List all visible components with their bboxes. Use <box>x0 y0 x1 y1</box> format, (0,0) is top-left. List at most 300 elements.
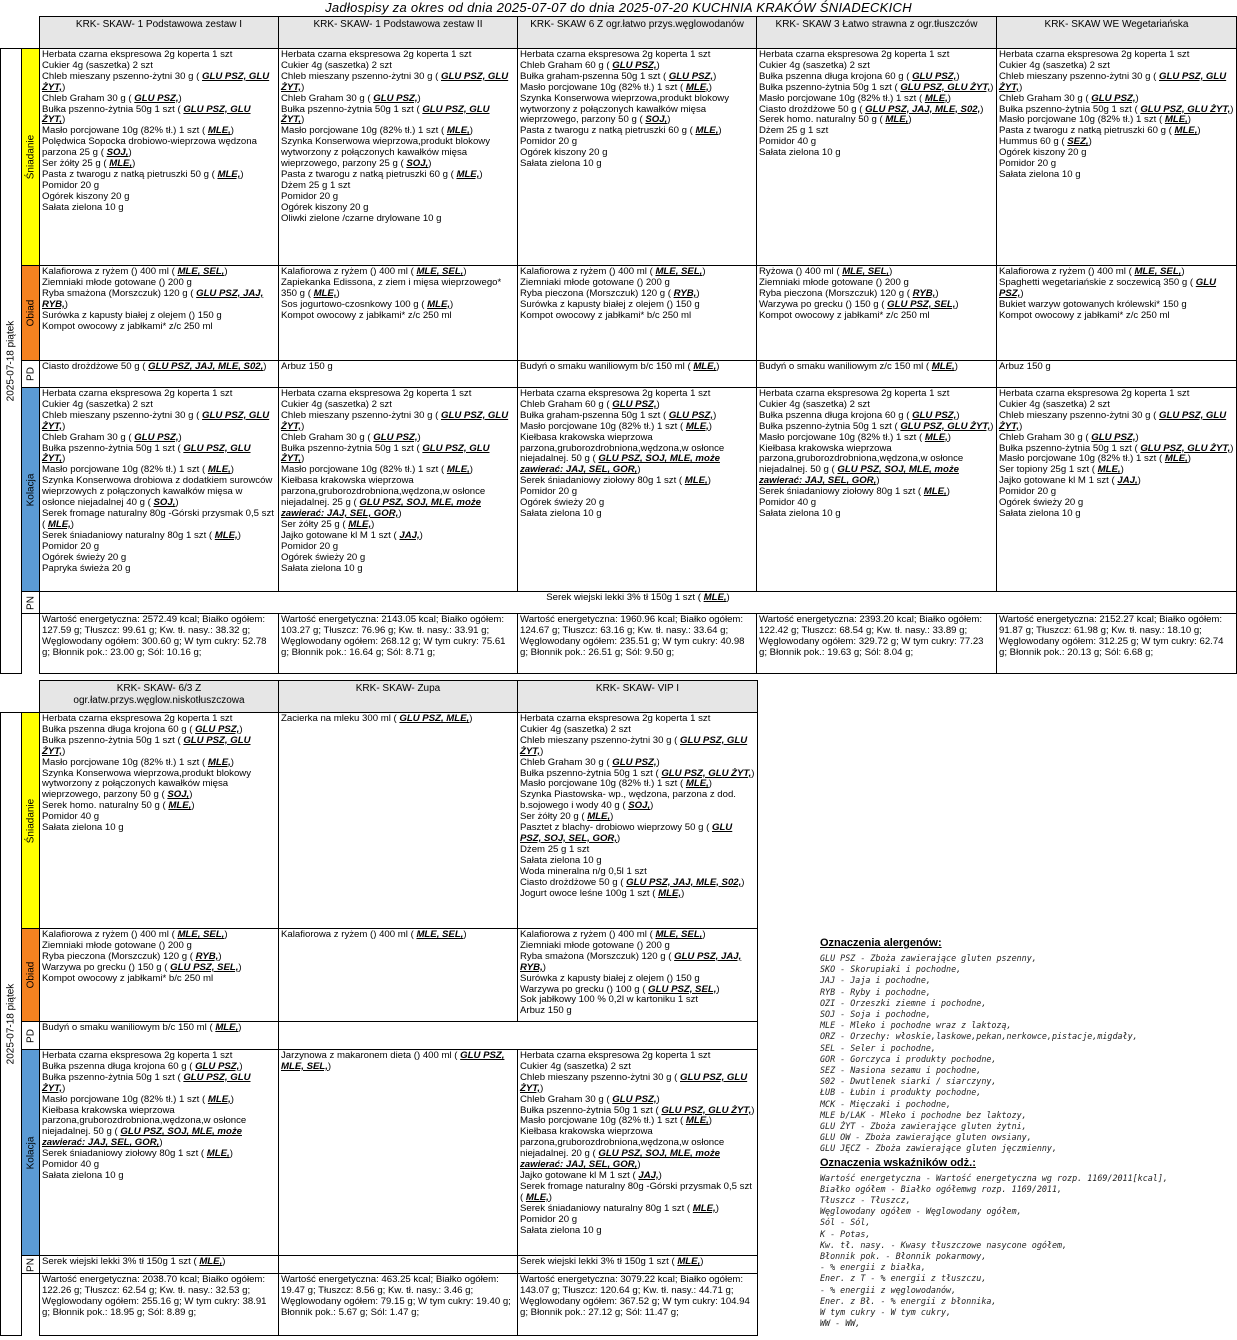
menu-item: Herbata czarna ekspresowa 2g koperta 1 szt <box>999 49 1190 60</box>
allergen-codes: GLU PSZ, GLU ŻYT, <box>1140 103 1231 115</box>
allergen-codes: GLU PSZ, GLU ŻYT, <box>520 1071 748 1094</box>
allergen-codes: GLU PSZ, GLU ŻYT, <box>42 1071 251 1094</box>
menu-item: Masło porcjowane 10g (82% tł.) 1 szt ( MLE,) <box>520 81 712 93</box>
menu-item: Pomidor 40 g <box>42 1159 100 1171</box>
allergen-codes: MLE, SEL, <box>177 266 225 277</box>
menu-item: Kalafiorowa z ryżem () 400 ml ( MLE, SEL,) <box>520 929 706 940</box>
menu-item: Masło porcjowane 10g (82% tł.) 1 szt ( MLE,) <box>42 1093 234 1105</box>
allergen-codes: SOJ, <box>167 789 190 801</box>
allergen-codes: MLE, <box>446 125 470 137</box>
menu-item: Serek śniadaniowy naturalny 80g 1 szt ( MLE,) <box>42 529 241 541</box>
legend-entry: - % energii z węglowodanów, <box>820 1284 957 1295</box>
menu-cell <box>997 266 1237 361</box>
allergen-codes: MLE, <box>168 800 192 812</box>
meal-label-pn: PN <box>22 1256 40 1274</box>
menu-item: Jajko gotowane kl M 1 szt ( JAJ,) <box>520 1169 662 1181</box>
menu-item: Ciasto drożdżowe 50 g ( GLU PSZ, JAJ, MLE, S02,) <box>759 103 984 115</box>
diet-header: KRK- SKAW 6 Z ogr.łatwo przys.węglowodanów <box>518 17 757 49</box>
menu-item: Serek wiejski lekki 3% tł 150g 1 szt ( MLE,) <box>520 1256 704 1267</box>
allergen-codes: GLU PSZ, SEL, <box>887 298 956 310</box>
allergen-codes: MLE, <box>199 1256 223 1267</box>
menu-cell <box>40 1022 279 1050</box>
menu-item: Ogórek świeży 20 g <box>42 551 127 563</box>
menu-item: Ziemniaki młode gotowane () 200 g <box>759 276 909 288</box>
allergen-codes: GLU PSZ, <box>195 1060 240 1072</box>
legend <box>820 936 1235 1330</box>
legend-entry: RYB - Ryby i pochodne, <box>820 986 931 997</box>
corner-cell <box>22 681 40 713</box>
menu-item: Jajko gotowane kl M 1 szt ( JAJ,) <box>281 529 423 541</box>
menu-item: Chleb mieszany pszenno-żytni 30 g ( GLU PSZ, GLU ŻYT,) <box>520 734 748 757</box>
menu-item: Cukier 4g (saszetka) 2 szt <box>281 59 392 71</box>
menu-item: Ryba smażona (Morszczuk) 120 g ( GLU PSZ, JAJ, RYB,) <box>42 287 264 310</box>
menu-item: Pomidor 40 g <box>42 811 100 823</box>
allergen-codes: GLU PSZ, GLU ŻYT, <box>900 420 991 432</box>
menu-item: Warzywa po grecku () 150 g ( GLU PSZ, SEL,) <box>759 298 959 310</box>
menu-item: Bukiet warzyw gotowanych królewski* 150 g <box>999 298 1187 310</box>
menu-item: Masło porcjowane 10g (82% tł.) 1 szt ( MLE,) <box>42 756 234 768</box>
menu-item: Cukier 4g (saszetka) 2 szt <box>281 398 392 410</box>
menu-item: Cukier 4g (saszetka) 2 szt <box>999 398 1110 410</box>
menu-item: Bułka graham-pszenna 50g 1 szt ( GLU PSZ,) <box>520 70 717 82</box>
menu-item: Cukier 4g (saszetka) 2 szt <box>759 59 870 71</box>
allergens-legend-title: Oznaczenia alergenów: <box>820 937 942 949</box>
menu-item: Bułka pszenno-żytnia 50g 1 szt ( GLU PSZ, GLU ŻYT,) <box>281 103 490 126</box>
menu-item: Bułka pszenno-żytnia 50g 1 szt ( GLU PSZ, GLU ŻYT,) <box>759 420 994 432</box>
menu-cell <box>518 49 757 266</box>
menu-item: Arbuz 150 g <box>999 361 1051 372</box>
menu-cell <box>518 1050 758 1256</box>
meal-label-pn: PN <box>22 592 40 614</box>
allergen-codes: MLE, <box>1097 464 1121 476</box>
menu-item: Serek śniadaniowy naturalny 80g 1 szt ( MLE,) <box>520 1202 719 1214</box>
menu-cell <box>279 713 518 929</box>
menu-item: Ogórek świeży 20 g <box>520 497 605 509</box>
menu-item: Masło porcjowane 10g (82% tł.) 1 szt ( MLE,) <box>42 464 234 476</box>
menu-item: Ciasto drożdżowe 50 g ( GLU PSZ, JAJ, MLE, S02,) <box>42 361 267 372</box>
allergen-codes: SOJ, <box>628 800 651 812</box>
menu-item: Bułka graham-pszenna 50g 1 szt ( GLU PSZ,) <box>520 409 717 421</box>
menu-item: Pasta z twarogu z natką pietruszki 60 g ( MLE,) <box>281 168 483 180</box>
menu-item: Masło porcjowane 10g (82% tł.) 1 szt ( MLE,) <box>759 431 951 443</box>
menu-item: Serek śniadaniowy ziołowy 80g 1 szt ( MLE,) <box>520 475 711 487</box>
menu-item: Szynka Piastowska- wp., wędzona, parzona z dod. b.sojowego i wody 40 g ( SOJ,) <box>520 789 736 812</box>
legend-entry: MCK - Mięczaki i pochodne, <box>820 1098 952 1109</box>
allergen-codes: JAJ, <box>1117 475 1138 487</box>
menu-item: Kiełbasa krakowska wieprzowa parzona,gruborozdrobniona,wędzona,w osłonce niejadalnej. 50 g ( GLU PSZ, SOJ, MLE, może zawierać: JAJ, SEL, GOR,) <box>520 431 725 476</box>
indicators-legend-list <box>820 1173 1235 1330</box>
allergen-codes: SOJ, <box>153 497 176 509</box>
menu-item: Pasta z twarogu z natką pietruszki 60 g ( MLE,) <box>999 125 1201 137</box>
allergen-codes: GLU PSZ, <box>612 59 657 71</box>
menu-table-2 <box>0 680 758 1336</box>
menu-item: Herbata czarna ekspresowa 2g koperta 1 szt <box>759 388 950 399</box>
menu-item: Ciasto drożdżowe 50 g ( GLU PSZ, JAJ, MLE, S02,) <box>520 876 745 888</box>
page-title: Jadłospisy za okres od dnia 2025-07-07 do dnia 2025-07-20 KUCHNIA KRAKÓW ŚNIADECKICH <box>325 0 912 15</box>
menu-cell <box>40 1050 279 1256</box>
menu-item: Kalafiorowa z ryżem () 400 ml ( MLE, SEL,) <box>281 266 467 277</box>
menu-item: Pomidor 40 g <box>759 497 817 509</box>
legend-entry: Błonnik pok. - Błonnik pokarmowy, <box>820 1251 987 1262</box>
allergen-codes: RYB, <box>673 287 697 299</box>
menu-item: Jogurt owoce leśne 100g 1 szt ( MLE,) <box>520 887 685 899</box>
allergen-codes: MLE, SEL, <box>416 266 464 277</box>
menu-item: Chleb mieszany pszenno-żytni 30 g ( GLU PSZ, GLU ŻYT,) <box>42 409 270 432</box>
legend-entry: SOJ - Soja i pochodne, <box>820 1009 931 1020</box>
menu-item: Serek fromage naturalny 80g -Górski przysmak 0,5 szt ( MLE,) <box>520 1180 752 1203</box>
allergen-codes: MLE, <box>207 756 231 768</box>
menu-item: Chleb mieszany pszenno-żytni 30 g ( GLU PSZ, GLU ŻYT,) <box>999 70 1227 93</box>
menu-item: Chleb Graham 30 g ( GLU PSZ,) <box>42 92 182 104</box>
menu-item: Chleb Graham 30 g ( GLU PSZ,) <box>999 431 1139 443</box>
menu-item: Oliwki zielone /czarne drylowane 10 g <box>281 212 442 224</box>
menu-item: Szynka Konserwowa wieprzowa,produkt blokowy wytworzony z połączonych kawałków mięsa wieprzowego, parzony 25 g ( SOJ,) <box>281 136 491 170</box>
allergen-codes: MLE, SEL, <box>842 266 890 277</box>
menu-item: Pasta z twarogu z natką pietruszki 50 g ( MLE,) <box>42 168 244 180</box>
legend-entry: GLU JĘCZ - Zboża zawierające gluten jęczmienny, <box>820 1143 1057 1154</box>
allergen-codes: GLU PSZ, SEL, <box>170 961 239 973</box>
menu-item: Surówka z kapusty białej z olejem () 150 g <box>520 298 700 310</box>
allergen-codes: GLU PSZ, GLU ŻYT, <box>281 409 509 432</box>
menu-item: Chleb Graham 30 g ( GLU PSZ,) <box>520 1093 660 1105</box>
menu-item: Serek homo. naturalny 50 g ( MLE,) <box>42 800 195 812</box>
menu-item: Serek wiejski lekki 3% tł 150g 1 szt ( MLE,) <box>42 1256 226 1267</box>
menu-item: Hummus 60 g ( SEZ,) <box>999 136 1092 148</box>
menu-item: Szynka Konserwowa wieprzowa,produkt blokowy wytworzony z połączonych kawałków mięsa wieprzowego, parzony 50 g ( SOJ,) <box>520 92 730 126</box>
legend-entry: - % energii z białka, <box>820 1262 926 1273</box>
menu-item: Kiełbasa krakowska wieprzowa parzona,gruborozdrobniona,wędzona,w osłonce niejadalnej. 25 g ( GLU PSZ, SOJ, MLE, może zawierać: JAJ, SEL, GOR,) <box>281 475 486 519</box>
menu-cell <box>757 388 997 592</box>
legend-entry: Wartość energetyczna - Wartość energetyczna wg rozp. 1169/2011[kcal], <box>820 1172 1168 1183</box>
menu-cell-empty <box>279 1022 758 1050</box>
menu-item: Sałata zielona 10 g <box>759 147 841 159</box>
menu-item: Bułka pszenno-żytnia 50g 1 szt ( GLU PSZ, GLU ŻYT,) <box>999 103 1234 115</box>
menu-item: Bułka pszenno-żytnia 50g 1 szt ( GLU PSZ, GLU ŻYT,) <box>999 442 1234 454</box>
diet-header: KRK- SKAW- 1 Podstawowa zestaw I <box>40 17 279 49</box>
legend-entry: SKO - Skorupiaki i pochodne, <box>820 964 962 975</box>
menu-item: Dżem 25 g 1 szt <box>281 179 351 191</box>
menu-cell <box>997 388 1237 592</box>
meal-label-pd: PD <box>22 361 40 388</box>
allergen-codes: GLU PSZ, GLU ŻYT, <box>281 70 509 93</box>
menu-item: Cukier 4g (saszetka) 2 szt <box>520 1060 631 1072</box>
allergen-codes: MLE, <box>677 1256 701 1267</box>
menu-item: Bułka pszenna długa krojona 60 g ( GLU PSZ,) <box>42 1060 243 1072</box>
menu-item: Ogórek świeży 20 g <box>999 497 1084 509</box>
menu-item: Ser żółty 25 g ( MLE,) <box>281 518 375 530</box>
legend-entry: Białko ogółem - Białko ogółemwg rozp. 1169/2011, <box>820 1183 1063 1194</box>
meal-label-sniadanie: Śniadanie <box>22 49 40 266</box>
menu-item: Bułka pszenna długa krojona 60 g ( GLU PSZ,) <box>42 723 243 735</box>
menu-cell <box>518 388 757 592</box>
menu-cell <box>40 49 279 266</box>
menu-item: Serek fromage naturalny 80g -Górski przysmak 0,5 szt ( MLE,) <box>42 507 274 530</box>
nutrition-summary: Wartość energetyczna: 3079.22 kcal; Białko ogółem: 143.07 g; Tłuszcz: 120.64 g; Kw. tł. nasy.: 44.71 g; Węglowodany ogółem: 367.52 g; W tym cukry: 104.94 g; Błonnik pok.: 27.12 g; Sól: 11.47 g; <box>518 1274 758 1336</box>
menu-item: Chleb mieszany pszenno-żytni 30 g ( GLU PSZ, GLU ŻYT,) <box>281 409 509 432</box>
menu-item: Herbata czarna ekspresowa 2g koperta 1 szt <box>520 1050 711 1061</box>
allergen-codes: MLE, <box>685 81 709 93</box>
allergen-codes: MLE, <box>684 475 708 487</box>
allergen-codes: GLU PSZ, <box>668 70 714 82</box>
menu-item: Sałata zielona 10 g <box>281 562 363 574</box>
menu-item: Masło porcjowane 10g (82% tł.) 1 szt ( MLE,) <box>42 125 234 137</box>
menu-cell <box>40 929 279 1022</box>
menu-item: Cukier 4g (saszetka) 2 szt <box>759 398 870 410</box>
allergen-codes: GLU PSZ, <box>1091 431 1136 443</box>
allergen-codes: GLU PSZ, <box>668 409 714 421</box>
legend-entry: ŁUB - Łubin i produkty pochodne, <box>820 1087 982 1098</box>
allergen-codes: MLE, <box>47 518 71 530</box>
menu-item: Sałata zielona 10 g <box>42 822 124 834</box>
allergen-codes: MLE, <box>109 158 133 170</box>
menu-item: Pomidor 20 g <box>281 190 339 202</box>
menu-cell <box>279 361 518 388</box>
menu-item: Warzywa po grecku () 100 g ( GLU PSZ, SEL,) <box>520 983 720 995</box>
allergen-codes: GLU PSZ, GLU ŻYT, <box>42 734 251 757</box>
legend-entry: MLE - Mleko i pochodne wraz z laktozą, <box>820 1020 1012 1031</box>
menu-item: Masło porcjowane 10g (82% tł.) 1 szt ( MLE,) <box>520 1115 712 1127</box>
allergen-codes: MLE, <box>217 168 241 180</box>
menu-item: Sałata zielona 10 g <box>759 507 841 519</box>
indicators-legend-title: Oznaczenia wskaźników odż.: <box>820 1156 976 1169</box>
allergen-codes: GLU PSZ, SOJ, MLE, może zawierać: JAJ, SEL, GOR, <box>42 1126 242 1149</box>
menu-item: Herbata czarna ekspresowa 2g koperta 1 szt <box>520 388 711 399</box>
allergen-codes: GLU PSZ, <box>195 723 240 735</box>
date-label: 2025-07-18 piątek <box>5 320 17 402</box>
menu-item: Bułka pszenno-żytnia 50g 1 szt ( GLU PSZ, GLU ŻYT,) <box>520 1104 755 1116</box>
meal-label-obiad: Obiad <box>22 929 40 1022</box>
allergen-codes: GLU PSZ, <box>912 409 957 421</box>
summary-spacer <box>22 1274 40 1336</box>
menu-item: Herbata czarna ekspresowa 2g koperta 1 szt <box>42 49 233 60</box>
menu-item: Sałata zielona 10 g <box>520 1224 602 1236</box>
menu-item: Bułka pszenno-żytnia 50g 1 szt ( GLU PSZ, GLU ŻYT,) <box>42 442 251 465</box>
allergen-codes: GLU PSZ, GLU ŻYT, <box>999 409 1227 432</box>
menu-item: Bułka pszenno-żytnia 50g 1 szt ( GLU PSZ, GLU ŻYT,) <box>42 734 251 757</box>
menu-cell <box>997 361 1237 388</box>
menu-item: Ziemniaki młode gotowane () 200 g <box>42 939 192 951</box>
menu-item: Herbata czarna ekspresowa 2g koperta 1 szt <box>520 49 711 60</box>
legend-entry: K - Potas, <box>820 1228 871 1239</box>
menu-item: Kiełbasa krakowska wieprzowa parzona,gruborozdrobniona,wędzona,w osłonce niejadalnej. 50 g ( GLU PSZ, SOJ, MLE, może zawierać: JAJ, SEL, GOR,) <box>759 442 964 487</box>
menu-cell <box>518 266 757 361</box>
allergen-codes: JAJ, <box>638 1169 659 1181</box>
allergen-codes: GLU PSZ, GLU ŻYT, <box>42 70 270 93</box>
menu-cell <box>279 1050 518 1256</box>
menu-item: Zacierka na mleku 300 ml ( GLU PSZ, MLE,) <box>281 713 473 724</box>
diet-header: KRK- SKAW- Zupa <box>279 681 518 713</box>
menu-item: Pomidor 20 g <box>281 540 339 552</box>
menu-item: Ser żółty 20 g ( MLE,) <box>520 811 614 823</box>
nutrition-summary: Wartość energetyczna: 463.25 kcal; Białko ogółem: 19.47 g; Tłuszcz: 8.56 g; Kw. tł. nasy.: 3.46 g; Węglowodany ogółem: 79.15 g; W tym cukry: 19.40 g; Błonnik pok.: 5.67 g; Sól: 1.47 g; <box>279 1274 518 1336</box>
allergen-codes: GLU PSZ, JAJ, MLE, S02, <box>626 876 742 888</box>
menu-item: Chleb mieszany pszenno-żytni 30 g ( GLU PSZ, GLU ŻYT,) <box>281 70 509 93</box>
legend-entry: MLE b/LAK - Mleko i pochodne bez laktozy, <box>820 1109 1027 1120</box>
menu-item: Kompot owocowy z jabłkami* z/c 250 ml <box>281 309 452 321</box>
allergen-codes: MLE, SEL, <box>1134 266 1182 277</box>
menu-item: Bułka pszenno-żytnia 50g 1 szt ( GLU PSZ, GLU ŻYT,) <box>759 81 994 93</box>
allergen-codes: MLE, <box>427 298 451 310</box>
legend-entry: SEL - Seler i pochodne, <box>820 1042 936 1053</box>
menu-item: Pomidor 20 g <box>999 486 1057 498</box>
allergen-codes: MLE, <box>685 1115 709 1127</box>
allergen-codes: GLU PSZ, <box>134 431 179 443</box>
menu-item: Serek homo. naturalny 50 g ( MLE,) <box>759 114 912 126</box>
nutrition-summary: Wartość energetyczna: 2143.05 kcal; Białko ogółem: 103.27 g; Tłuszcz: 76.96 g; Kw. tł. nasy.: 33.91 g; Węglowodany ogółem: 268.12 g; W tym cukry: 75.61 g; Błonnik pok.: 16.64 g; Sól: 8.71 g; <box>279 614 518 674</box>
allergen-codes: GLU PSZ, GLU ŻYT, <box>281 442 490 465</box>
menu-cell <box>518 1256 758 1274</box>
menu-item: Cukier 4g (saszetka) 2 szt <box>42 398 153 410</box>
allergen-codes: GLU PSZ, GLU ŻYT, <box>1140 442 1231 454</box>
menu-item: Kalafiorowa z ryżem () 400 ml ( MLE, SEL,) <box>42 266 228 277</box>
allergen-codes: GLU PSZ, GLU ŻYT, <box>42 103 251 126</box>
allergen-codes: MLE, <box>693 361 717 372</box>
menu-cell <box>757 266 997 361</box>
allergen-codes: RYB, <box>912 287 936 299</box>
allergen-codes: GLU PSZ, SOJ, SEL, GOR, <box>520 822 733 844</box>
allergen-codes: SOJ, <box>406 158 429 170</box>
diet-header: KRK- SKAW- 1 Podstawowa zestaw II <box>279 17 518 49</box>
menu-item: Herbata czarna ekspresowa 2g koperta 1 szt <box>759 49 950 60</box>
legend-entry: WW - WW, <box>820 1318 861 1329</box>
allergen-codes: JAJ, <box>399 529 420 541</box>
menu-item: Pomidor 20 g <box>520 1213 578 1225</box>
allergen-codes: MLE, <box>1174 125 1198 137</box>
allergen-codes: GLU PSZ, SOJ, MLE, może zawierać: JAJ, SEL, GOR, <box>520 453 720 476</box>
menu-item: Pomidor 20 g <box>42 179 100 191</box>
allergen-codes: MLE, <box>885 114 909 126</box>
allergen-codes: SOJ, <box>645 114 668 126</box>
allergen-codes: GLU PSZ, JAJ, MLE, S02, <box>865 103 981 115</box>
menu-cell <box>40 713 279 929</box>
legend-entry: Węglowodany ogółem - Węglowodany ogółem, <box>820 1206 1022 1217</box>
corner-cell <box>1 681 22 713</box>
menu-item: Chleb Graham 30 g ( GLU PSZ,) <box>42 431 182 443</box>
menu-item: Pomidor 20 g <box>42 540 100 552</box>
menu-item: Cukier 4g (saszetka) 2 szt <box>42 59 153 71</box>
date-label: 2025-07-18 piątek <box>5 983 17 1065</box>
menu-cell <box>279 388 518 592</box>
allergen-codes: GLU PSZ, SOJ, MLE, może zawierać: JAJ, SEL, GOR, <box>759 464 959 487</box>
menu-item: Budyń o smaku waniliowym b/c 150 ml ( MLE,) <box>42 1022 242 1033</box>
menu-item: Masło porcjowane 10g (82% tł.) 1 szt ( MLE,) <box>520 778 712 790</box>
menu-item: Kalafiorowa z ryżem () 400 ml ( MLE, SEL,) <box>42 929 228 940</box>
menu-cell <box>279 929 518 1022</box>
menu-item: Budyń o smaku waniliowym z/c 150 ml ( MLE,) <box>759 361 958 372</box>
allergen-codes: MLE, <box>207 464 231 476</box>
allergen-codes: GLU PSZ, <box>612 756 657 768</box>
allergens-legend-list <box>820 953 1235 1155</box>
legend-entry: Ener. z T - % energii z tłuszczu, <box>820 1273 987 1284</box>
allergen-codes: MLE, <box>658 887 682 899</box>
summary-spacer <box>22 614 40 674</box>
allergen-codes: MLE, <box>214 529 238 541</box>
menu-item: Pasta z twarogu z natką pietruszki 60 g ( MLE,) <box>520 125 722 137</box>
menu-item: Dżem 25 g 1 szt <box>520 843 590 855</box>
menu-cell <box>40 1256 279 1274</box>
menu-item: Masło porcjowane 10g (82% tł.) 1 szt ( MLE,) <box>281 464 473 476</box>
allergen-codes: MLE, SEL, <box>655 266 703 277</box>
legend-entry: Tłuszcz - Tłuszcz, <box>820 1195 911 1206</box>
allergen-codes: GLU PSZ, GLU ŻYT, <box>900 81 991 93</box>
meal-label-pd: PD <box>22 1022 40 1050</box>
menu-item: Ogórek kiszony 20 g <box>520 147 608 159</box>
menu-item: Jarzynowa z makaronem dieta () 400 ml ( GLU PSZ, MLE, SEL,) <box>281 1050 505 1072</box>
menu-item: Papryka świeża 20 g <box>42 562 131 574</box>
allergen-codes: MLE, <box>313 287 337 299</box>
allergen-codes: GLU PSZ, SOJ, MLE, może zawierać: JAJ, SEL, GOR, <box>520 1148 720 1171</box>
corner-cell <box>1 17 22 49</box>
menu-item: Serek śniadaniowy ziołowy 80g 1 szt ( MLE,) <box>759 486 950 498</box>
allergen-codes: MLE, <box>456 168 480 180</box>
pn-cell <box>40 592 1237 614</box>
meal-label-sniadanie: Śniadanie <box>22 713 40 929</box>
menu-item: Kalafiorowa z ryżem () 400 ml ( MLE, SEL,) <box>281 929 467 940</box>
allergen-codes: MLE, <box>446 464 470 476</box>
menu-item: Sałata zielona 10 g <box>42 201 124 213</box>
allergen-codes: GLU PSZ, MLE, <box>399 713 470 724</box>
allergen-codes: MLE, <box>587 811 611 823</box>
legend-entry: GOR - Gorczyca i produkty pochodne, <box>820 1053 997 1064</box>
legend-entry: Ener. z Bł. - % energii z błonnika, <box>820 1295 997 1306</box>
legend-entry: Sól - Sól, <box>820 1217 871 1228</box>
menu-item: Ogórek kiszony 20 g <box>281 201 369 213</box>
menu-item: Kalafiorowa z ryżem () 400 ml ( MLE, SEL,) <box>999 266 1185 277</box>
allergen-codes: GLU PSZ, <box>373 92 418 104</box>
allergen-codes: GLU PSZ, <box>612 1093 657 1105</box>
allergen-codes: GLU PSZ, GLU ŻYT, <box>999 70 1227 93</box>
menu-item: Bułka pszenno-żytnia 50g 1 szt ( GLU PSZ, GLU ŻYT,) <box>42 103 251 126</box>
menu-cell <box>279 49 518 266</box>
menu-item: Herbata czarna ekspresowa 2g koperta 1 szt <box>999 388 1190 399</box>
allergen-codes: MLE, <box>525 1191 549 1203</box>
menu-cell <box>279 266 518 361</box>
nutrition-summary: Wartość energetyczna: 2152.27 kcal; Białko ogółem: 91.87 g; Tłuszcz: 61.98 g; Kw. tł. nasy.: 18.10 g; Węglowodany ogółem: 312.25 g; W tym cukry: 62.74 g; Błonnik pok.: 20.13 g; Sól: 6.68 g; <box>997 614 1237 674</box>
legend-entry: JAJ - Jaja i pochodne, <box>820 975 931 986</box>
allergen-codes: MLE, <box>685 778 709 790</box>
diet-header: KRK- SKAW- 6/3 Z ogr.łatw.przys.węglow.niskotłuszczowa <box>40 681 279 713</box>
menu-item: Masło porcjowane 10g (82% tł.) 1 szt ( MLE,) <box>520 420 712 432</box>
corner-cell <box>22 17 40 49</box>
menu-item: Chleb Graham 30 g ( GLU PSZ,) <box>281 431 421 443</box>
allergen-codes: GLU PSZ, JAJ, MLE, S02, <box>148 361 264 372</box>
legend-entry: ORZ - Orzechy: włoskie,laskowe,pekan,nerkowce,pistacje,migdały, <box>820 1031 1138 1042</box>
allergen-codes: GLU PSZ, GLU ŻYT, <box>42 442 251 465</box>
menu-cell <box>757 361 997 388</box>
menu-item: Sałata zielona 10 g <box>42 1169 124 1181</box>
menu-item: Kiełbasa krakowska wieprzowa parzona,gruborozdrobniona,wędzona,w osłonce niejadalnej. 20 g ( GLU PSZ, SOJ, MLE, może zawierać: JAJ, SEL, GOR,) <box>520 1126 725 1171</box>
menu-item: Ryba smażona (Morszczuk) 120 g ( GLU PSZ, JAJ, RYB,) <box>520 950 742 973</box>
menu-item: Herbata czarna ekspresowa 2g koperta 1 szt <box>42 713 233 724</box>
menu-item: Sałata zielona 10 g <box>520 507 602 519</box>
allergen-codes: MLE, <box>215 1022 239 1033</box>
menu-item: Ziemniaki młode gotowane () 200 g <box>520 939 670 951</box>
menu-item: Ogórek kiszony 20 g <box>999 147 1087 159</box>
allergen-codes: MLE, <box>1164 114 1188 126</box>
meal-label-obiad: Obiad <box>22 266 40 361</box>
menu-item: Jajko gotowane kl M 1 szt ( JAJ,) <box>999 475 1141 487</box>
allergen-codes: GLU PSZ, GLU ŻYT, <box>661 767 752 779</box>
menu-item: Chleb Graham 30 g ( GLU PSZ,) <box>520 756 660 768</box>
allergen-codes: SOJ, <box>106 147 129 159</box>
meal-label-kolacja: Kolacja <box>22 1050 40 1256</box>
menu-item: Surówka z kapusty białej z olejem () 150 g <box>520 972 700 984</box>
allergen-codes: GLU PSZ, GLU ŻYT, <box>281 103 490 126</box>
nutrition-summary: Wartość energetyczna: 2393.20 kcal; Białko ogółem: 122.42 g; Tłuszcz: 68.54 g; Kw. tł. nasy.: 33.89 g; Węglowodany ogółem: 329.72 g; W tym cukry: 77.23 g; Błonnik pok.: 19.63 g; Sól: 8.04 g; <box>757 614 997 674</box>
legend-entry: GLU ŻYT - Zboża zawierające gluten żytni, <box>820 1121 1027 1132</box>
allergen-codes: GLU PSZ, <box>1091 92 1136 104</box>
menu-item: Pasztet z blachy- drobiowo wieprzowy 50 g ( GLU PSZ, SOJ, SEL, GOR,) <box>520 822 733 844</box>
